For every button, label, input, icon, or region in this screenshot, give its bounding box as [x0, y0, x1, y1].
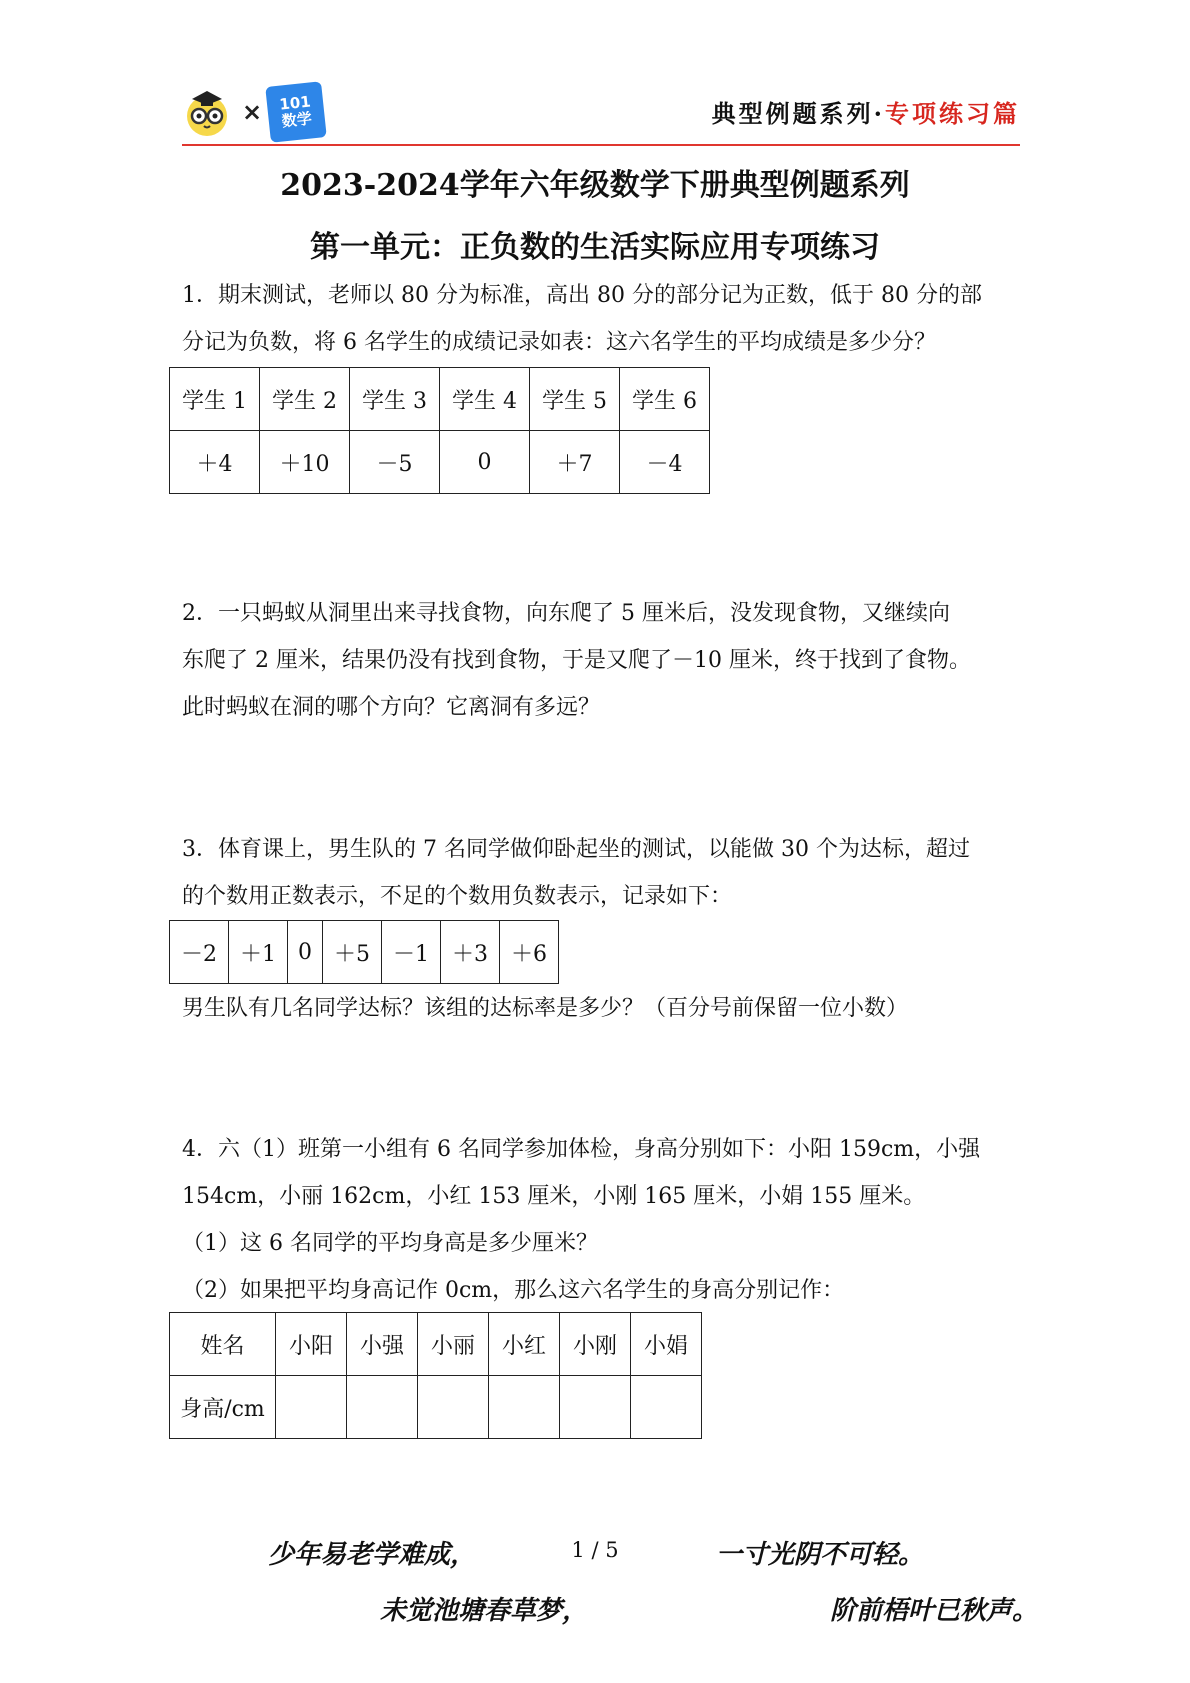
table-cell: 学生 5 — [530, 368, 620, 431]
table-cell: 小阳 — [276, 1313, 347, 1376]
series-title-left: 典型例题系列· — [711, 99, 885, 128]
table-cell — [489, 1376, 560, 1439]
q2-line3: 此时蚂蚁在洞的哪个方向？它离洞有多远？ — [182, 695, 601, 720]
table-cell: 学生 1 — [170, 368, 260, 431]
table-cell: ＋10 — [260, 431, 350, 494]
q3-line2: 的个数用正数表示，不足的个数用负数表示，记录如下： — [182, 884, 733, 909]
q3-line3: 男生队有几名同学达标？该组的达标率是多少？（百分号前保留一位小数） — [182, 996, 909, 1021]
owl-logo-icon — [182, 87, 232, 137]
table-cell: 小刚 — [560, 1313, 631, 1376]
badge-bottom-text: 数学 — [281, 109, 313, 131]
q3-record-table — [169, 920, 559, 984]
table-row — [170, 368, 710, 431]
table-cell — [347, 1376, 418, 1439]
table-cell: 学生 2 — [260, 368, 350, 431]
times-symbol: × — [242, 98, 263, 126]
page-subtitle: 第一单元：正负数的生活实际应用专项练习 — [310, 230, 880, 265]
page-title: 2023-2024学年六年级数学下册典型例题系列 — [280, 168, 910, 203]
header-divider — [182, 144, 1020, 146]
table-cell — [276, 1376, 347, 1439]
table-cell: 学生 6 — [620, 368, 710, 431]
q4-sub1: （1）这 6 名同学的平均身高是多少厘米？ — [182, 1231, 598, 1256]
footer-poem-line1: 少年易老学难成， — [268, 1540, 477, 1570]
badge-top-text: 101 — [278, 92, 312, 114]
q2-line2: 东爬了 2 厘米，结果仍没有找到食物，于是又爬了－10 厘米，终于找到了食物。 — [182, 648, 971, 673]
table-cell: ＋5 — [323, 921, 382, 984]
table-cell: 0 — [440, 431, 530, 494]
table-cell — [560, 1376, 631, 1439]
table-cell: 小红 — [489, 1313, 560, 1376]
table-cell: －4 — [620, 431, 710, 494]
table-cell: 小娟 — [631, 1313, 702, 1376]
q4-line1: 4．六（1）班第一小组有 6 名同学参加体检，身高分别如下：小阳 159cm，小强 — [182, 1137, 981, 1162]
table-cell: ＋6 — [500, 921, 559, 984]
table-cell — [631, 1376, 702, 1439]
series-title-right: 专项练习篇 — [885, 99, 1020, 128]
q1-line1: 1．期末测试，老师以 80 分为标准，高出 80 分的部分记为正数，低于 80 分的部 — [182, 283, 982, 308]
table-cell: 姓名 — [170, 1313, 276, 1376]
table-cell: ＋3 — [441, 921, 500, 984]
table-cell: 学生 4 — [440, 368, 530, 431]
table-cell: ＋4 — [170, 431, 260, 494]
logo-group — [182, 82, 324, 142]
table-cell — [418, 1376, 489, 1439]
table-row — [170, 1313, 702, 1376]
table-cell: －1 — [382, 921, 441, 984]
footer-poem-line2: 一寸光阴不可轻。 — [716, 1540, 925, 1570]
table-row — [170, 921, 559, 984]
table-cell: 小强 — [347, 1313, 418, 1376]
table-cell: ＋7 — [530, 431, 620, 494]
q4-sub2: （2）如果把平均身高记作 0cm，那么这六名学生的身高分别记作： — [182, 1278, 845, 1303]
table-row — [170, 1376, 702, 1439]
table-row — [170, 431, 710, 494]
q2-line1: 2．一只蚂蚁从洞里出来寻找食物，向东爬了 5 厘米后，没发现食物，又继续向 — [182, 601, 950, 626]
q4-line2: 154cm，小丽 162cm，小红 153 厘米，小刚 165 厘米，小娟 155 厘米。 — [182, 1184, 926, 1209]
table-cell: 小丽 — [418, 1313, 489, 1376]
table-cell: ＋1 — [229, 921, 288, 984]
table-cell: 0 — [288, 921, 323, 984]
q1-score-table — [169, 367, 710, 494]
table-cell: －2 — [170, 921, 229, 984]
table-cell: 身高/cm — [170, 1376, 276, 1439]
q1-line2: 分记为负数，将 6 名学生的成绩记录如表：这六名学生的平均成绩是多少分？ — [182, 330, 936, 355]
q3-line1: 3．体育课上，男生队的 7 名同学做仰卧起坐的测试，以能做 30 个为达标，超过 — [182, 837, 970, 862]
series-title — [712, 94, 1020, 129]
table-cell: 学生 3 — [350, 368, 440, 431]
page-header — [182, 82, 1020, 146]
page-number: 1 / 5 — [571, 1538, 619, 1562]
footer-poem-line3: 未觉池塘春草梦， — [380, 1596, 589, 1626]
table-cell: －5 — [350, 431, 440, 494]
q4-height-table — [169, 1312, 702, 1439]
math101-logo — [265, 81, 327, 143]
footer-poem-line4: 阶前梧叶已秋声。 — [830, 1596, 1039, 1626]
